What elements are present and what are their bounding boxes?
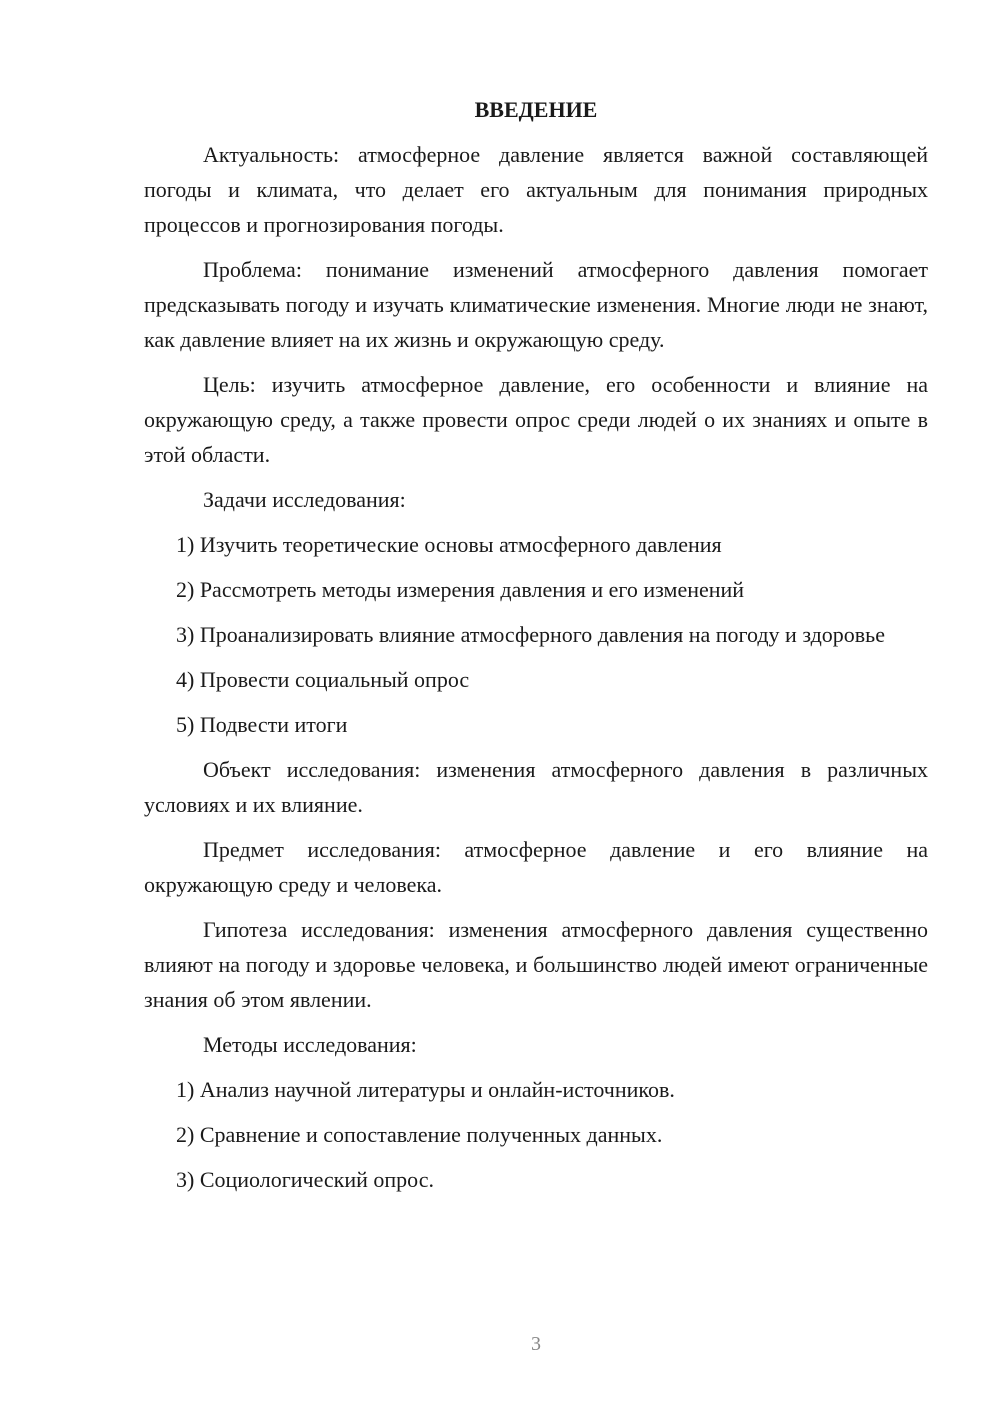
- subject-paragraph: Предмет исследования: атмосферное давление и его влияние на окружающую среду и человека.: [144, 837, 928, 897]
- hypothesis-paragraph: Гипотеза исследования: изменения атмосферного давления существенно влияют на погоду и здоровье человека, и большинство людей имеют ограниченные знания об этом явлении.: [144, 917, 928, 1012]
- document-body: [144, 92, 928, 1207]
- goal-paragraph: Цель: изучить атмосферное давление, его особенности и влияние на окружающую среду, а также провести опрос среди людей о их знаниях и опыте в этой области.: [144, 372, 928, 467]
- section-heading: ВВЕДЕНИЕ: [474, 97, 598, 122]
- task-item: 5) Подвести итоги: [176, 712, 348, 737]
- task-item: 1) Изучить теоретические основы атмосферного давления: [176, 532, 722, 557]
- task-item: 4) Провести социальный опрос: [176, 667, 470, 692]
- task-item: 3) Проанализировать влияние атмосферного давления на погоду и здоровье: [176, 622, 885, 647]
- method-item: 3) Социологический опрос.: [176, 1167, 434, 1192]
- task-item: 2) Рассмотреть методы измерения давления и его изменений: [176, 577, 745, 602]
- tasks-title: Задачи исследования:: [203, 487, 406, 512]
- method-item: 1) Анализ научной литературы и онлайн-источников.: [176, 1077, 675, 1102]
- relevance-paragraph: Актуальность: атмосферное давление является важной составляющей погоды и климата, что делает его актуальным для понимания природных процессов и прогнозирования погоды.: [144, 142, 928, 237]
- methods-title: Методы исследования:: [203, 1032, 417, 1057]
- problem-paragraph: Проблема: понимание изменений атмосферного давления помогает предсказывать погоду и изучать климатические изменения. Многие люди не знают, как давление влияет на их жизнь и окружающую среду.: [144, 257, 928, 352]
- page-number: 3: [531, 1333, 541, 1355]
- object-paragraph: Объект исследования: изменения атмосферного давления в различных условиях и их влияние.: [144, 757, 928, 817]
- method-item: 2) Сравнение и сопоставление полученных данных.: [176, 1122, 663, 1147]
